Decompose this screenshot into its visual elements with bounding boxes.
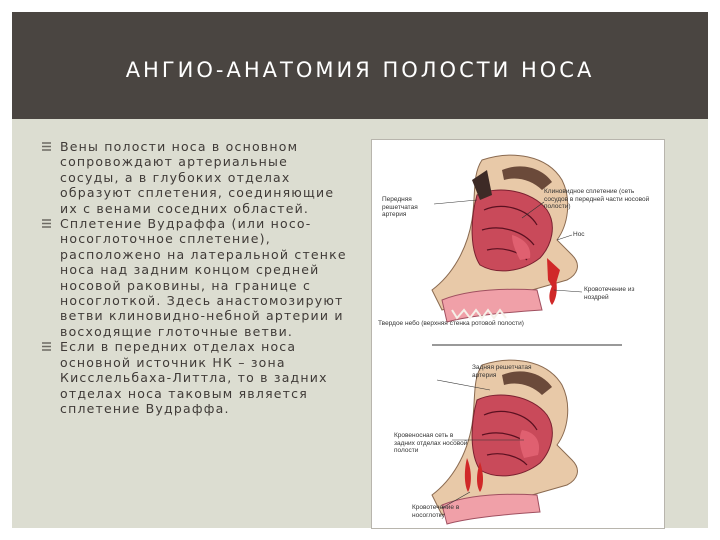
anatomy-figure	[371, 139, 665, 529]
top-head-section	[432, 155, 577, 322]
bullet-text: Вены полости носа в основном сопровождают артериальные сосуды, а в глубоких отделах образуют сплетения, соединяющие их с венами соседних областей.	[60, 139, 335, 216]
bullet-item	[42, 339, 352, 416]
bullet-list	[42, 139, 352, 416]
bullet-marker-icon	[42, 219, 51, 228]
bullet-marker-icon	[42, 142, 51, 151]
label-anterior-ethmoid-artery: Передняя решетчатая артерия	[382, 196, 418, 218]
bullet-marker-icon	[42, 342, 51, 351]
bullet-text: Сплетение Вудраффа (или носо-носоглоточное сплетение), расположено на латеральной стенке носа над задним концом средней носовой раковины, на границе с носоглоткой. Здесь анастомозируют ветви клиновидно-небной артерии и восходящие глоточные ветви.	[60, 216, 347, 339]
title-bar	[12, 12, 708, 119]
slide-title: АНГИО-АНАТОМИЯ ПОЛОСТИ НОСА	[125, 58, 595, 82]
bullet-item	[42, 216, 352, 339]
bullet-text: Если в передних отделах носа основной источник НК – зона Кисслельбаха-Литтла, то в задних отделах носа таковым является сплетение Вудраффа.	[60, 339, 328, 416]
slide	[12, 12, 708, 528]
label-hard-palate: Твердое небо (верхняя стенка ротовой полости)	[378, 320, 524, 327]
bullet-item	[42, 139, 352, 216]
label-nose: Нос	[573, 231, 585, 238]
label-posterior-plexus: Кровеносная сеть в задних отделах носовой полости	[394, 432, 468, 454]
label-kiesselbach-plexus: Клиновидное сплетение (сеть сосудов в передней части носовой полости)	[544, 188, 650, 210]
label-bleeding-nostrils: Кровотечение из ноздрей	[584, 286, 635, 301]
label-posterior-ethmoid-artery: Задняя решетчатая артерия	[472, 364, 532, 379]
label-bleeding-throat: Кровотечение в носоглотку	[412, 504, 460, 519]
